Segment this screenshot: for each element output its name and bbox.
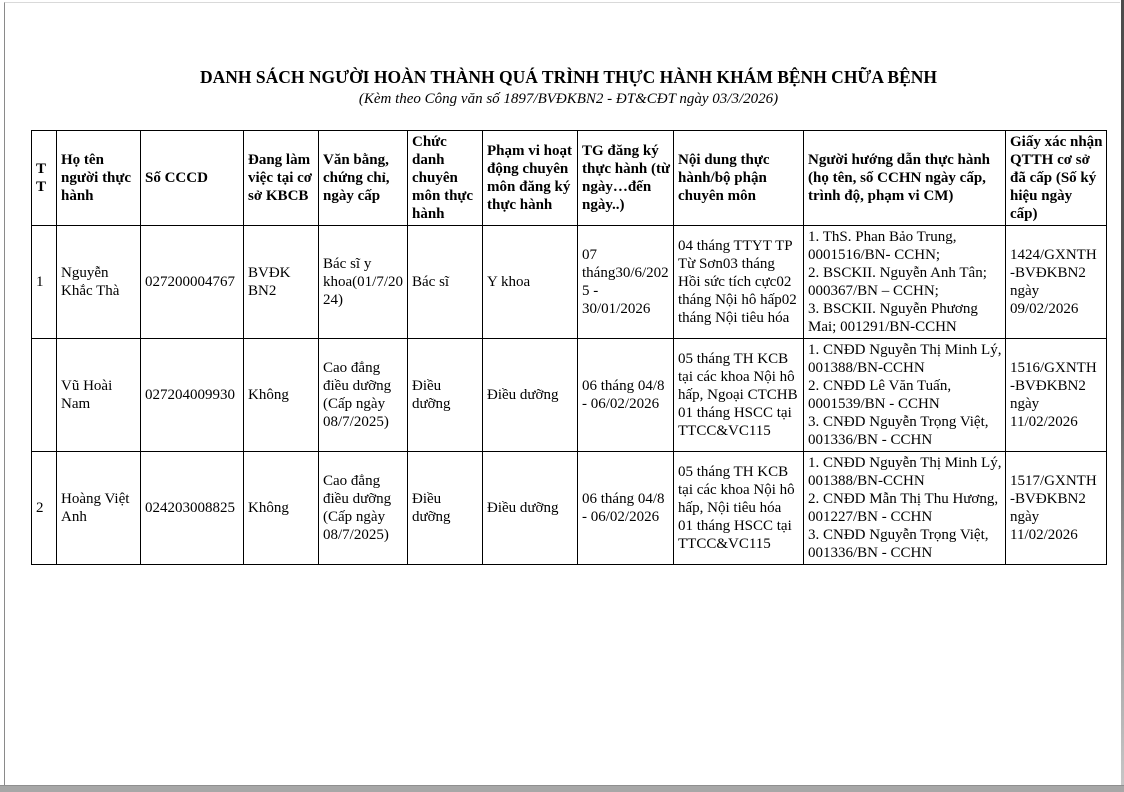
column-header-certificate: Giấy xác nhận QTTH cơ sở đã cấp (Số ký hiệu ngày cấp) (1006, 131, 1107, 226)
cell-mentors (804, 339, 1006, 452)
column-header-scope: Phạm vi hoạt động chuyên môn đăng ký thực hành (483, 131, 578, 226)
mentor-line: 2. BSCKII. Nguyễn Anh Tân; 000367/BN – CCHN; (808, 265, 987, 300)
mentor-line: 1. CNĐD Nguyễn Thị Minh Lý, 001388/BN-CCHN (808, 342, 1002, 377)
mentor-line: 1. ThS. Phan Bảo Trung, 0001516/BN- CCHN; (808, 229, 957, 264)
mentor-line: 3. CNĐD Nguyễn Trọng Việt, 001336/BN - CCHN (808, 527, 989, 562)
cell-workplace: Không (244, 339, 319, 452)
column-header-time: TG đăng ký thực hành (từ ngày…đến ngày..) (578, 131, 674, 226)
cell-scope: Điều dưỡng (483, 339, 578, 452)
cell-degree: Cao đẳng điều dưỡng (Cấp ngày 08/7/2025) (319, 452, 408, 565)
cell-tt: 2 (32, 452, 57, 565)
table-row (32, 452, 1107, 565)
cell-time: 06 tháng 04/8 - 06/02/2026 (578, 452, 674, 565)
content-line: 01 tháng HSCC tại TTCC&VC115 (678, 405, 792, 440)
cell-professional-title: Điều dưỡng (408, 339, 483, 452)
document-content (31, 3, 1106, 565)
column-header-content: Nội dung thực hành/bộ phận chuyên môn (674, 131, 804, 226)
content-line: 05 tháng TH KCB tại các khoa Nội hô hấp, Nội tiêu hóa (678, 464, 795, 517)
cell-professional-title: Bác sĩ (408, 226, 483, 339)
mentor-line: 2. CNĐD Lê Văn Tuấn, 0001539/BN - CCHN (808, 378, 952, 413)
cell-mentors (804, 226, 1006, 339)
cell-professional-title: Điều dưỡng (408, 452, 483, 565)
mentor-line: 3. BSCKII. Nguyễn Phương Mai; 001291/BN-CCHN (808, 301, 978, 336)
cell-certificate: 1517/GXNTH -BVĐKBN2 ngày 11/02/2026 (1006, 452, 1107, 565)
practice-completion-table (31, 130, 1107, 565)
cell-degree: Bác sĩ y khoa(01/7/2024) (319, 226, 408, 339)
column-header-cccd: Số CCCD (141, 131, 244, 226)
column-header-degree: Văn bằng, chứng chỉ, ngày cấp (319, 131, 408, 226)
cell-content (674, 339, 804, 452)
cell-scope: Y khoa (483, 226, 578, 339)
mentor-line: 3. CNĐD Nguyễn Trọng Việt, 001336/BN - CCHN (808, 414, 989, 449)
table-row (32, 339, 1107, 452)
table-header-row (32, 131, 1107, 226)
content-line: 04 tháng TTYT TP Từ Sơn03 tháng Hồi sức tích cực02 tháng Nội hô hấp02 tháng Nội tiêu hóa (678, 238, 797, 327)
column-header-tt: TT (32, 131, 57, 226)
cell-certificate: 1516/GXNTH -BVĐKBN2 ngày 11/02/2026 (1006, 339, 1107, 452)
column-header-name: Họ tên người thực hành (57, 131, 141, 226)
cell-content (674, 226, 804, 339)
cell-tt (32, 339, 57, 452)
table-row (32, 226, 1107, 339)
horizontal-scrollbar[interactable] (0, 785, 1124, 792)
cell-cccd: 024203008825 (141, 452, 244, 565)
document-page (4, 2, 1120, 785)
cell-certificate: 1424/GXNTH -BVĐKBN2 ngày 09/02/2026 (1006, 226, 1107, 339)
cell-workplace: Không (244, 452, 319, 565)
cell-cccd: 027200004767 (141, 226, 244, 339)
column-header-professional-title: Chức danh chuyên môn thực hành (408, 131, 483, 226)
page-subtitle: (Kèm theo Công văn số 1897/BVĐKBN2 - ĐT&CĐT ngày 03/3/2026) (358, 90, 779, 107)
cell-name: Nguyễn Khắc Thà (57, 226, 141, 339)
cell-mentors (804, 452, 1006, 565)
page-title: DANH SÁCH NGƯỜI HOÀN THÀNH QUÁ TRÌNH THỰC HÀNH KHÁM BỆNH CHỮA BỆNH (200, 67, 937, 87)
content-line: 05 tháng TH KCB tại các khoa Nội hô hấp, Ngoại CTCHB (678, 351, 798, 404)
cell-content (674, 452, 804, 565)
cell-cccd: 027204009930 (141, 339, 244, 452)
cell-degree: Cao đẳng điều dưỡng (Cấp ngày 08/7/2025) (319, 339, 408, 452)
content-line: 01 tháng HSCC tại TTCC&VC115 (678, 518, 792, 553)
column-header-workplace: Đang làm việc tại cơ sở KBCB (244, 131, 319, 226)
cell-workplace: BVĐK BN2 (244, 226, 319, 339)
cell-name: Vũ Hoài Nam (57, 339, 141, 452)
cell-name: Hoàng Việt Anh (57, 452, 141, 565)
mentor-line: 1. CNĐD Nguyễn Thị Minh Lý, 001388/BN-CCHN (808, 455, 1002, 490)
mentor-line: 2. CNĐD Mẫn Thị Thu Hương, 001227/BN - CCHN (808, 491, 999, 526)
cell-scope: Điều dưỡng (483, 452, 578, 565)
cell-time: 07 tháng30/6/2025 - 30/01/2026 (578, 226, 674, 339)
cell-tt: 1 (32, 226, 57, 339)
cell-time: 06 tháng 04/8 - 06/02/2026 (578, 339, 674, 452)
column-header-mentors: Người hướng dẫn thực hành (họ tên, số CCHN ngày cấp, trình độ, phạm vi CM) (804, 131, 1006, 226)
